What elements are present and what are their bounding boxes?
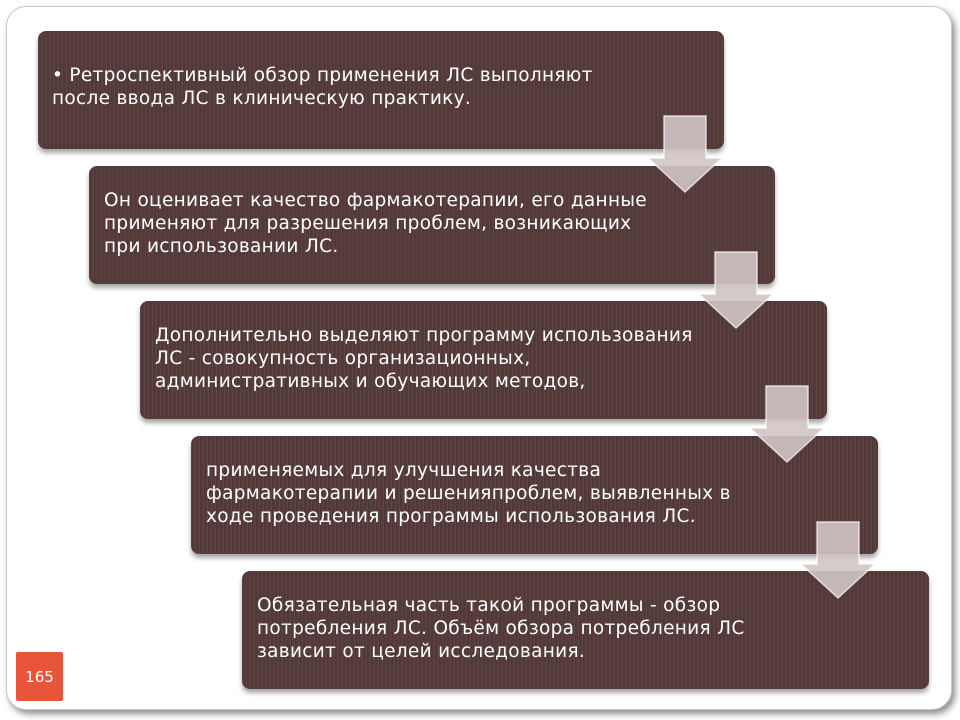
step-2-text: Он оценивает качество фармакотерапии, его данные применяют для разрешения проблем, возникающих при использовании ЛС.	[104, 189, 647, 257]
step-1-text: • Ретроспективный обзор применения ЛС выполняют после ввода ЛС в клиническую практику.	[52, 65, 593, 109]
step-5-text: Обязательная часть такой программы - обзор потребления ЛС. Объём обзора потребления ЛС зависит от целей исследования.	[257, 594, 745, 662]
down-arrow-icon	[646, 114, 724, 194]
step-3-text: Дополнительно выделяют программу использования ЛС - совокупность организационных, административных и обучающих методов,	[155, 324, 693, 392]
page-number: 165	[25, 667, 54, 686]
down-arrow-icon	[748, 384, 826, 464]
down-arrow-icon	[799, 520, 877, 600]
step-4-text: применяемых для улучшения качества фармакотерапии и решенияпроблем, выявленных в ходе проведения программы использования ЛС.	[206, 459, 731, 527]
down-arrow-icon	[697, 250, 775, 330]
page-number-badge	[16, 652, 63, 701]
process-step-1	[38, 31, 724, 149]
